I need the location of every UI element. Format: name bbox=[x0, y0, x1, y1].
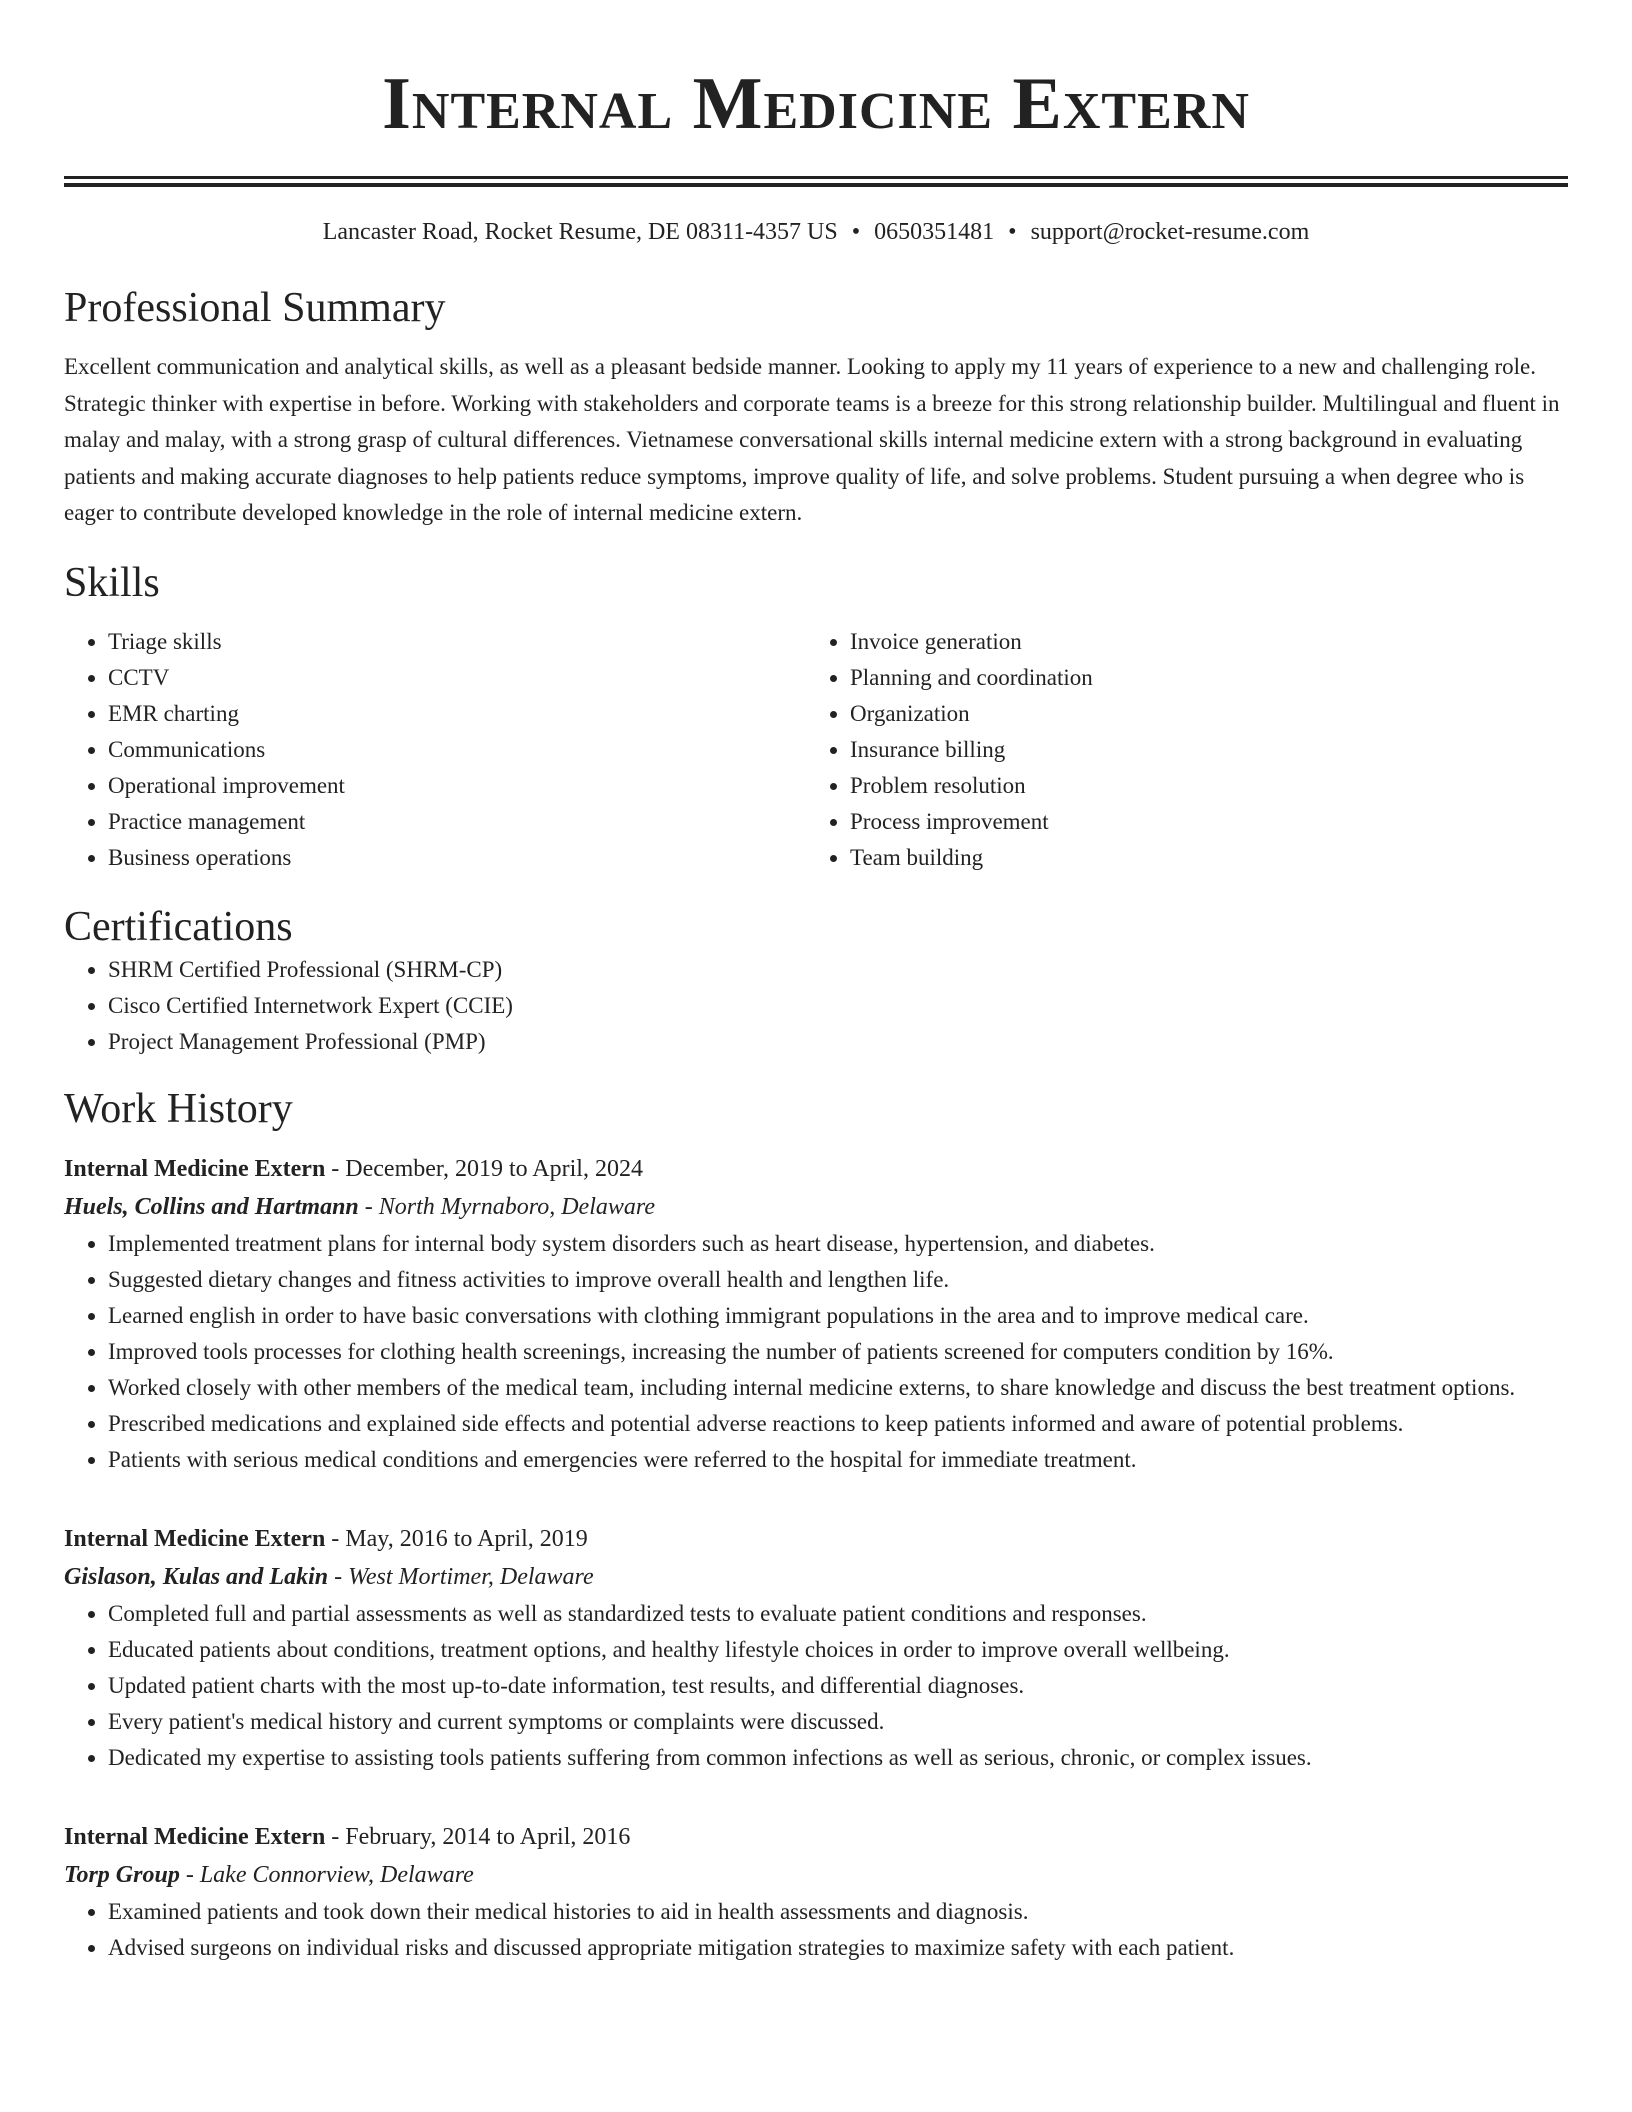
certification-item: • Project Management Professional (PMP) bbox=[108, 1024, 1568, 1060]
bullet-separator: • bbox=[1008, 219, 1017, 245]
job-duty: • Completed full and partial assessments as well as standardized tests to evaluate patient conditions and responses. bbox=[108, 1596, 1568, 1632]
skills-list-left bbox=[64, 624, 806, 876]
job-location: Lake Connorview, Delaware bbox=[199, 1861, 474, 1888]
job-duty: • Dedicated my expertise to assisting tools patients suffering from common infections as well as serious, chronic, or complex issues. bbox=[108, 1740, 1568, 1776]
job-duty: • Educated patients about conditions, treatment options, and healthy lifestyle choices in order to improve overall wellbeing. bbox=[108, 1632, 1568, 1668]
skill-item: • Problem resolution bbox=[850, 768, 1548, 804]
skills-heading: Skills bbox=[64, 559, 160, 606]
job-duty: • Worked closely with other members of the medical team, including internal medicine externs, to share knowledge and discuss the best treatment options. bbox=[108, 1370, 1568, 1406]
skill-item: • CCTV bbox=[108, 660, 806, 696]
job-entry bbox=[64, 1818, 1568, 1966]
job-company-line: Huels, Collins and Hartmann - North Myrnaboro, Delaware bbox=[64, 1193, 655, 1220]
skill-item: • Communications bbox=[108, 732, 806, 768]
job-title-line: Internal Medicine Extern - May, 2016 to April, 2019 bbox=[64, 1525, 588, 1552]
contact-address: Lancaster Road, Rocket Resume, DE 08311-4357 US bbox=[322, 219, 838, 245]
skill-item: • Organization bbox=[850, 696, 1548, 732]
job-location: West Mortimer, Delaware bbox=[348, 1563, 594, 1590]
job-dates: December, 2019 to April, 2024 bbox=[345, 1155, 643, 1182]
skill-item: • Triage skills bbox=[108, 624, 806, 660]
job-duties-list bbox=[64, 1894, 1568, 1966]
contact-email: support@rocket-resume.com bbox=[1030, 219, 1310, 245]
skill-item: • Operational improvement bbox=[108, 768, 806, 804]
contact-phone: 0650351481 bbox=[874, 219, 995, 245]
skill-item: • Process improvement bbox=[850, 804, 1548, 840]
job-company: Huels, Collins and Hartmann bbox=[64, 1193, 359, 1220]
skill-item: • EMR charting bbox=[108, 696, 806, 732]
job-company: Gislason, Kulas and Lakin bbox=[64, 1563, 329, 1590]
summary-text: Excellent communication and analytical skills, as well as a pleasant bedside manner. Looking to apply my 11 years of experience to a new and challenging role. Strategic thinker with expertise in before. Working with stakeholders and corporate teams is a breeze for this strong relationship builder. Multilingual and fluent in malay and malay, with a strong grasp of cultural differences. Vietnamese conversational skills internal medicine extern with a strong background in evaluating patients and making accurate diagnoses to help patients reduce symptoms, improve quality of life, and solve problems. Student pursuing a when degree who is eager to contribute developed knowledge in the role of internal medicine extern. bbox=[64, 354, 1560, 525]
job-duty: • Implemented treatment plans for internal body system disorders such as heart disease, hypertension, and diabetes. bbox=[108, 1226, 1568, 1262]
job-duty: • Prescribed medications and explained side effects and potential adverse reactions to keep patients informed and aware of potential problems. bbox=[108, 1406, 1568, 1442]
skill-item: • Team building bbox=[850, 840, 1548, 876]
job-entry bbox=[64, 1520, 1568, 1776]
job-duty: • Improved tools processes for clothing health screenings, increasing the number of patients screened for computers condition by 16%. bbox=[108, 1334, 1568, 1370]
job-duty: • Suggested dietary changes and fitness activities to improve overall health and lengthen life. bbox=[108, 1262, 1568, 1298]
job-title-line: Internal Medicine Extern - February, 2014 to April, 2016 bbox=[64, 1823, 631, 1850]
skill-item: • Practice management bbox=[108, 804, 806, 840]
summary-heading: Professional Summary bbox=[64, 285, 446, 331]
certifications-heading: Certifications bbox=[64, 903, 293, 950]
certifications-list bbox=[64, 952, 1568, 1060]
job-duties-list bbox=[64, 1596, 1568, 1776]
job-duty: • Learned english in order to have basic conversations with clothing immigrant populations in the area and to improve medical care. bbox=[108, 1298, 1568, 1334]
certification-item: • Cisco Certified Internetwork Expert (CCIE) bbox=[108, 988, 1568, 1024]
certification-item: • SHRM Certified Professional (SHRM-CP) bbox=[108, 952, 1568, 988]
job-role: Internal Medicine Extern bbox=[64, 1823, 326, 1850]
job-duty: • Every patient's medical history and current symptoms or complaints were discussed. bbox=[108, 1704, 1568, 1740]
contact-line bbox=[64, 217, 1568, 247]
job-duty: • Updated patient charts with the most up-to-date information, test results, and differential diagnoses. bbox=[108, 1668, 1568, 1704]
job-location: North Myrnaboro, Delaware bbox=[378, 1193, 655, 1220]
job-company-line: Torp Group - Lake Connorview, Delaware bbox=[64, 1861, 474, 1888]
job-company: Torp Group bbox=[64, 1861, 180, 1888]
job-duties-list bbox=[64, 1226, 1568, 1478]
skill-item: • Insurance billing bbox=[850, 732, 1548, 768]
job-entry bbox=[64, 1150, 1568, 1478]
skills-columns bbox=[64, 624, 1568, 876]
job-duty: • Examined patients and took down their medical histories to aid in health assessments and diagnosis. bbox=[108, 1894, 1568, 1930]
job-role: Internal Medicine Extern bbox=[64, 1155, 326, 1182]
job-duty: • Patients with serious medical conditions and emergencies were referred to the hospital for immediate treatment. bbox=[108, 1442, 1568, 1478]
work-history-heading: Work History bbox=[64, 1085, 293, 1132]
job-dates: February, 2014 to April, 2016 bbox=[345, 1823, 631, 1850]
header-double-rule bbox=[64, 176, 1568, 187]
candidate-name: Internal Medicine Extern bbox=[382, 63, 1250, 145]
job-duty: • Advised surgeons on individual risks and discussed appropriate mitigation strategies to maximize safety with each patient. bbox=[108, 1930, 1568, 1966]
job-role: Internal Medicine Extern bbox=[64, 1525, 326, 1552]
job-title-line: Internal Medicine Extern - December, 2019 to April, 2024 bbox=[64, 1155, 643, 1182]
skill-item: • Planning and coordination bbox=[850, 660, 1548, 696]
skill-item: • Invoice generation bbox=[850, 624, 1548, 660]
resume-page bbox=[64, 0, 1568, 1966]
job-dates: May, 2016 to April, 2019 bbox=[345, 1525, 588, 1552]
skill-item: • Business operations bbox=[108, 840, 806, 876]
bullet-separator: • bbox=[851, 219, 861, 245]
job-company-line: Gislason, Kulas and Lakin - West Mortimer, Delaware bbox=[64, 1563, 594, 1590]
skills-list-right bbox=[806, 624, 1548, 876]
